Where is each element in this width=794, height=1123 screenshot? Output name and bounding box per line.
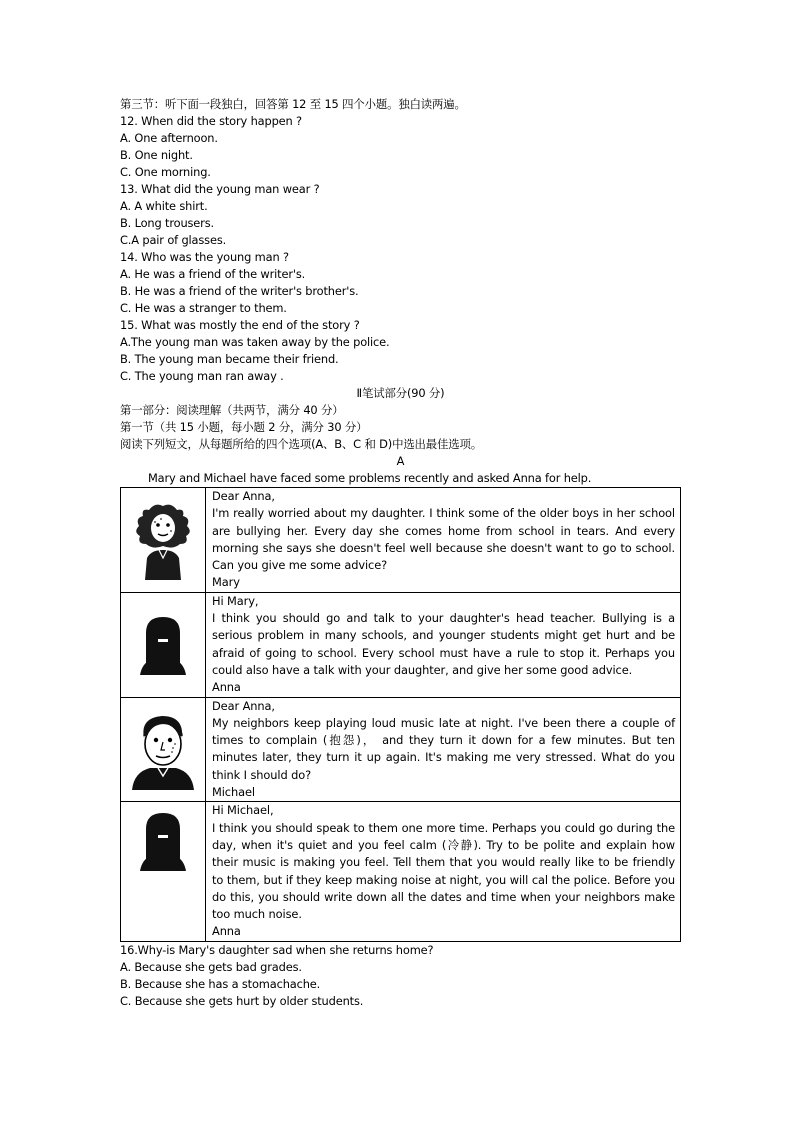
letter-signature: Anna (212, 924, 241, 939)
anna-silhouette-icon (121, 593, 205, 696)
mary-portrait-icon (121, 488, 205, 591)
letter-row (121, 488, 681, 593)
option: A.The young man was taken away by the police. (120, 335, 390, 349)
option: A. One afternoon. (120, 131, 218, 145)
option: B. One night. (120, 148, 193, 162)
instruction: 阅读下列短文，从每题所给的四个选项(A、B、C 和 D)中选出最佳选项。 (120, 437, 482, 451)
letters-table (120, 487, 681, 942)
question-13: 13. What did the young man wear ? (120, 182, 320, 196)
passage-intro: Mary and Michael have faced some problems recently and asked Anna for help. (148, 471, 592, 485)
michael-portrait-icon (121, 698, 205, 801)
option: B. The young man became their friend. (120, 352, 339, 366)
passage-label: A (396, 454, 405, 468)
letter-row (121, 592, 681, 697)
letter-greeting: Hi Mary, (212, 593, 259, 608)
letter-body: I'm really worried about my daughter. I think some of the older boys in her school are bullying her. Every day she comes home from school in tears. And every morning she says she doesn't feel well because she doesn't want to go to school. Can you give me some advice? (212, 506, 675, 573)
letter-greeting: Dear Anna, (212, 489, 275, 503)
letter-body: I think you should speak to them one more time. Perhaps you could go during the day, when it's quiet and you feel calm (冷静). Try to be polite and explain how their music is making you feel. Tell them that you would really like to be friendly to them, but if they keep making noise at night, you will cal the police. Before you do this, you should write down all the dates and time when your neighbors make too much noise. (212, 820, 675, 922)
letter-signature: Michael (212, 785, 255, 800)
section-heading: 第三节：听下面一段独白，回答第 12 至 15 四个小题。独白读两遍。 (120, 97, 466, 111)
option: B. Because she has a stomachache. (120, 976, 321, 991)
option: A. He was a friend of the writer's. (120, 267, 306, 281)
section1-heading: 第一节（共 15 小题，每小题 2 分，满分 30 分） (120, 420, 368, 434)
question-12: 12. When did the story happen ? (120, 114, 302, 128)
anna-silhouette-icon (121, 802, 205, 878)
option: A. Because she gets bad grades. (120, 959, 302, 974)
letter-greeting: Dear Anna, (212, 698, 275, 713)
option: B. Long trousers. (120, 216, 214, 230)
letter-row (121, 697, 681, 802)
letter-row (121, 802, 681, 941)
part-title: Ⅱ笔试部分(90 分) (356, 386, 445, 400)
option: C. Because she gets hurt by older students. (120, 993, 364, 1008)
letter-greeting: Hi Michael, (212, 803, 274, 818)
question-14: 14. Who was the young man ? (120, 250, 289, 264)
exam-page (120, 96, 681, 1010)
letter-signature: Mary (212, 575, 240, 590)
question-16: 16.Why-is Mary's daughter sad when she returns home? (120, 942, 434, 957)
letter-signature: Anna (212, 680, 241, 695)
letter-body: My neighbors keep playing loud music late at night. I've been there a couple of times to complain (抱怨)， and they turn it down for a few minutes. But ten minutes later, they turn it up again. It's making me very stressed. What do you think I should do? (212, 715, 675, 782)
option: C. The young man ran away . (120, 369, 284, 383)
option: A. A white shirt. (120, 199, 208, 213)
question-15: 15. What was mostly the end of the story ? (120, 318, 360, 332)
option: B. He was a friend of the writer's brother's. (120, 284, 359, 298)
part1-heading: 第一部分：阅读理解（共两节，满分 40 分） (120, 403, 344, 417)
letter-body: I think you should go and talk to your daughter's head teacher. Bullying is a serious problem in many schools, and younger students might get hurt and be afraid of going to school. Every school must have a rule to stop it. Perhaps you could also have a talk with your daughter, and give her some good advice. (212, 611, 675, 677)
option: C. He was a stranger to them. (120, 301, 287, 315)
option: C.A pair of glasses. (120, 233, 227, 247)
option: C. One morning. (120, 165, 211, 179)
